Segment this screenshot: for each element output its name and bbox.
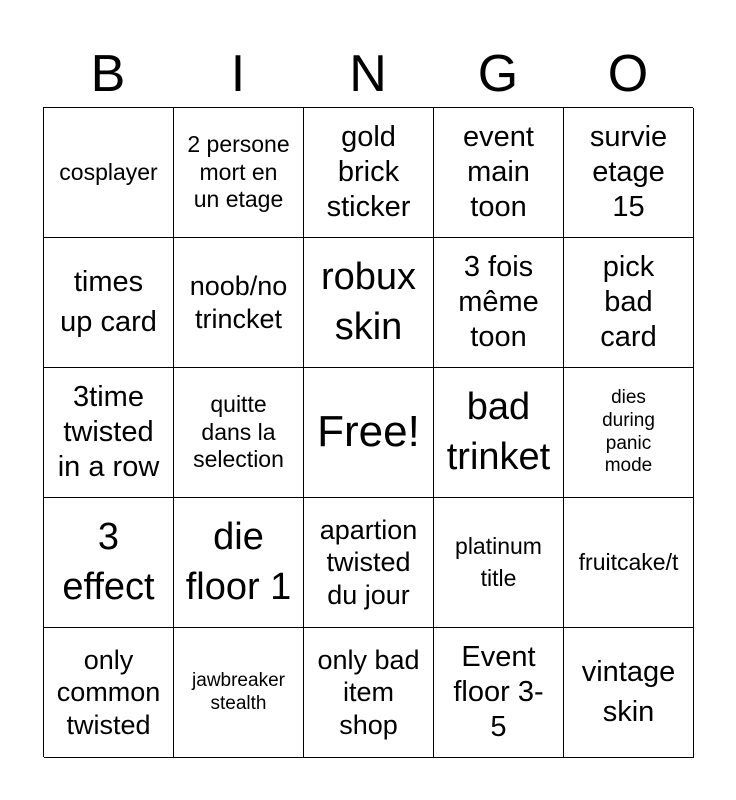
bingo-cell[interactable]: dies during panic mode xyxy=(564,368,694,498)
header-letter-n: N xyxy=(349,45,387,103)
bingo-cell[interactable]: bad trinket xyxy=(434,368,564,498)
bingo-cell[interactable]: times up card xyxy=(44,238,174,368)
bingo-cell[interactable]: quitte dans la selection xyxy=(174,368,304,498)
bingo-cell[interactable]: event main toon xyxy=(434,108,564,238)
header-letter-g: G xyxy=(477,45,519,103)
bingo-cell[interactable]: die floor 1 xyxy=(174,498,304,628)
bingo-cell[interactable]: cosplayer xyxy=(44,108,174,238)
bingo-cell[interactable]: survie etage 15 xyxy=(564,108,694,238)
bingo-cell[interactable]: 2 persone mort en un etage xyxy=(174,108,304,238)
bingo-cell[interactable]: apartion twisted du jour xyxy=(304,498,434,628)
header-letter-b: B xyxy=(90,45,126,103)
bingo-cell[interactable]: noob/no trincket xyxy=(174,238,304,368)
bingo-cell[interactable]: vintage skin xyxy=(564,628,694,758)
bingo-cell[interactable]: 3 effect xyxy=(44,498,174,628)
bingo-cell[interactable]: Event floor 3- 5 xyxy=(434,628,564,758)
bingo-header xyxy=(43,40,693,108)
bingo-cell[interactable]: 3 fois même toon xyxy=(434,238,564,368)
bingo-cell[interactable]: pick bad card xyxy=(564,238,694,368)
bingo-cell[interactable]: only bad item shop xyxy=(304,628,434,758)
bingo-cell[interactable]: fruitcake/t xyxy=(564,498,694,628)
bingo-cell[interactable]: jawbreaker stealth xyxy=(174,628,304,758)
free-space-cell[interactable]: Free! xyxy=(304,368,434,498)
bingo-cell[interactable]: 3time twisted in a row xyxy=(44,368,174,498)
bingo-cell[interactable]: gold brick sticker xyxy=(304,108,434,238)
bingo-cell[interactable]: platinum title xyxy=(434,498,564,628)
bingo-cell[interactable]: only common twisted xyxy=(44,628,174,758)
header-letter-i: I xyxy=(230,45,246,103)
bingo-board xyxy=(43,107,693,757)
header-letter-o: O xyxy=(607,45,649,103)
bingo-cell[interactable]: robux skin xyxy=(304,238,434,368)
